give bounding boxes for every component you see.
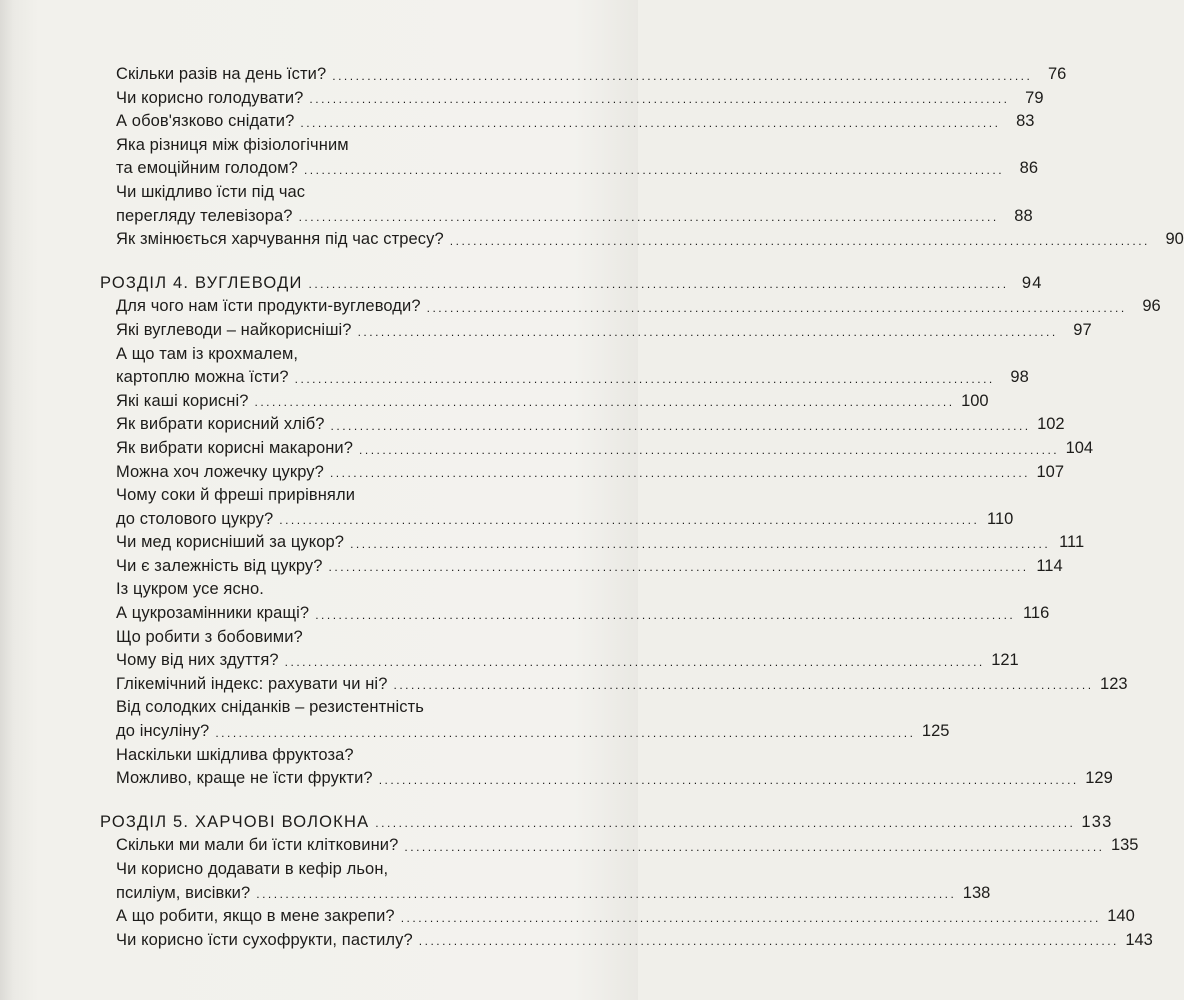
toc-entry-title: Чи корисно додавати в кефір льон, <box>116 860 389 878</box>
toc-entry <box>100 343 553 367</box>
toc-page-number: 129 <box>1085 769 1113 788</box>
toc-entry-title: Чи мед корисніший за цукор? <box>116 533 345 552</box>
dot-leader: ........................................................................................................................ <box>254 395 955 410</box>
dot-leader: ........................................................................................................................ <box>303 162 1005 177</box>
toc-page-number: 121 <box>991 651 1019 670</box>
toc-entry <box>100 87 1044 111</box>
toc-page-number: 83 <box>1016 112 1035 131</box>
dot-leader: ........................................................................................................................ <box>378 772 1079 787</box>
toc-entry <box>100 882 991 906</box>
toc-page-number: 133 <box>1081 812 1113 831</box>
toc-entry-title: Чому соки й фреші прирівняли <box>116 486 356 505</box>
toc-entry <box>100 578 553 602</box>
toc-page-number: 90 <box>1165 230 1184 249</box>
dot-leader: ........................................................................................................................ <box>449 233 1150 248</box>
toc-entry-title: Можна хоч ложечку цукру? <box>116 462 324 481</box>
toc-entry <box>100 626 553 650</box>
toc-entry <box>100 319 1092 343</box>
toc-entry-title: Чи корисно голодувати? <box>116 88 304 107</box>
dot-leader: ........................................................................................................................ <box>308 277 1009 292</box>
toc-page-number: 79 <box>1025 88 1044 107</box>
toc-page-number: 107 <box>1036 462 1065 481</box>
toc-page-number: 114 <box>1036 556 1063 575</box>
dot-leader: ........................................................................................................................ <box>298 210 999 225</box>
toc-page-number: 104 <box>1065 438 1094 457</box>
toc-entry <box>100 555 1063 579</box>
toc-entry-title: Як вибрати корисний хліб? <box>116 415 325 434</box>
toc-entry-title: РОЗДІЛ 5. ХАРЧОВІ ВОЛОКНА <box>100 812 370 831</box>
toc-page-number: 94 <box>1021 273 1043 292</box>
spine-shadow <box>0 0 14 1000</box>
dot-leader: ........................................................................................................................ <box>256 887 957 902</box>
toc-entry <box>100 205 1033 229</box>
toc-entry-title: Які вуглеводи – найкорисніші? <box>116 320 352 339</box>
section-gap <box>100 252 553 272</box>
dot-leader: ........................................................................................................................ <box>426 300 1127 315</box>
toc-entry-title: до інсуліну? <box>116 722 210 741</box>
dot-leader: ........................................................................................................................ <box>418 934 1119 949</box>
toc-entry <box>100 767 1113 791</box>
toc-entry <box>100 366 1029 390</box>
toc-page-number: 110 <box>987 509 1014 528</box>
toc-entry-title: А що там із крохмалем, <box>116 344 299 363</box>
toc-entry <box>100 834 1139 858</box>
toc-entry-title: Яка різниця між фізіологічним <box>116 135 349 154</box>
toc-entry <box>100 413 1065 437</box>
dot-leader: ........................................................................................................................ <box>404 840 1105 854</box>
toc-entry-title: псиліум, висівки? <box>116 883 251 902</box>
toc-entry <box>100 437 1094 461</box>
toc-page-number: 123 <box>1100 674 1128 693</box>
toc-entry-title: Чи є залежність від цукру? <box>116 556 323 575</box>
toc-entry-title: картоплю можна їсти? <box>116 368 289 387</box>
dot-leader: ........................................................................................................................ <box>300 115 1001 130</box>
toc-entry-title: Як змінюється харчування під час стресу? <box>116 230 444 249</box>
toc-entry <box>100 134 553 158</box>
section-gap <box>100 791 553 811</box>
toc-entry <box>100 484 553 508</box>
toc-entry-title: Для чого нам їсти продукти-вуглеводи? <box>116 297 421 316</box>
toc-entry <box>100 929 1153 953</box>
toc-page-number: 100 <box>961 391 989 410</box>
toc-entry-title: Скільки разів на день їсти? <box>116 65 327 83</box>
toc-page-number: 88 <box>1014 206 1033 225</box>
toc-page-number: 102 <box>1037 415 1065 434</box>
toc-page-number: 125 <box>921 722 950 741</box>
dot-leader: ........................................................................................................................ <box>330 418 1031 433</box>
toc-entry-title: А що робити, якщо в мене закрепи? <box>116 907 395 926</box>
toc-entry-title: Як вибрати корисні макарони? <box>116 438 354 457</box>
toc-entry-title: Чи шкідливо їсти під час <box>116 182 306 201</box>
toc-page-number: 135 <box>1110 836 1139 855</box>
toc-entry-title: А обов'язково снідати? <box>116 112 295 131</box>
toc-entry <box>100 858 553 882</box>
toc-entry <box>100 508 1014 532</box>
toc-page-number: 138 <box>962 883 991 902</box>
toc-entry <box>100 181 553 205</box>
dot-leader: ........................................................................................................................ <box>357 324 1058 339</box>
toc-entry <box>100 649 1019 673</box>
toc-entry-title: до столового цукру? <box>116 509 274 528</box>
dot-leader: ........................................................................................................................ <box>315 607 1016 622</box>
dot-leader: ........................................................................................................................ <box>328 560 1029 575</box>
toc-entry-title: перегляду телевізора? <box>116 206 293 225</box>
dot-leader: ........................................................................................................................ <box>309 92 1010 107</box>
toc-entry-title: Наскільки шкідлива фруктоза? <box>116 745 354 764</box>
toc-chapter-heading <box>100 811 1113 835</box>
toc-entry-title: Що робити з бобовими? <box>116 627 303 646</box>
dot-leader: ........................................................................................................................ <box>294 371 995 386</box>
toc-entry-title: Можливо, краще не їсти фрукти? <box>116 769 373 788</box>
dot-leader: ........................................................................................................................ <box>329 466 1031 481</box>
toc-entry <box>100 720 950 744</box>
toc-entry <box>100 157 1039 181</box>
toc-entry <box>100 696 553 720</box>
toc-entry <box>100 110 1035 134</box>
dot-leader: ........................................................................................................................ <box>284 654 985 669</box>
toc-entry <box>100 295 1161 319</box>
dot-leader: ........................................................................................................................ <box>215 725 916 740</box>
toc-page-number: 111 <box>1059 533 1085 552</box>
toc-chapter-heading <box>100 272 1043 296</box>
toc-entry <box>100 744 553 768</box>
toc-entry-title: РОЗДІЛ 4. ВУГЛЕВОДИ <box>100 273 303 292</box>
toc-entry-title: Скільки ми мали би їсти клітковини? <box>116 836 399 855</box>
dot-leader: ........................................................................................................................ <box>375 816 1076 831</box>
dot-leader: ........................................................................................................................ <box>400 910 1101 925</box>
toc-entry <box>100 531 1085 555</box>
toc-entry-title: Чому від них здуття? <box>116 651 279 670</box>
toc-page-number: 86 <box>1019 159 1039 178</box>
table-of-contents <box>100 63 1184 952</box>
toc-entry-title: Чи корисно їсти сухофрукти, пастилу? <box>116 930 413 949</box>
toc-entry-title: Які каші корисні? <box>116 391 249 410</box>
toc-entry-title: та емоційним голодом? <box>116 159 298 178</box>
dot-leader: ........................................................................................................................ <box>359 442 1060 457</box>
dot-leader: ........................................................................................................................ <box>332 68 1033 83</box>
toc-page-number: 140 <box>1107 907 1135 926</box>
toc-page-number: 76 <box>1047 65 1067 83</box>
toc-page-number: 143 <box>1125 930 1153 949</box>
toc-page-number: 98 <box>1010 368 1029 387</box>
toc-entry <box>100 602 1050 626</box>
toc-entry-title: Від солодких сніданків – резистентність <box>116 698 424 717</box>
toc-entry-title: А цукрозамінники кращі? <box>116 604 310 623</box>
dot-leader: ........................................................................................................................ <box>393 678 1094 693</box>
toc-entry <box>100 63 1067 87</box>
toc-page-number: 97 <box>1073 320 1092 339</box>
dot-leader: ........................................................................................................................ <box>279 513 980 528</box>
toc-entry <box>100 390 989 414</box>
toc-entry <box>100 461 1065 485</box>
toc-page-number: 116 <box>1022 604 1050 623</box>
toc-entry <box>100 673 1128 697</box>
dot-leader: ........................................................................................................................ <box>350 536 1051 551</box>
toc-page-number: 96 <box>1142 297 1161 316</box>
toc-entry-title: Глікемічний індекс: рахувати чи ні? <box>116 674 388 693</box>
toc-entry <box>100 228 1184 252</box>
toc-entry <box>100 905 1135 929</box>
toc-entry-title: Із цукром усе ясно. <box>116 580 264 599</box>
